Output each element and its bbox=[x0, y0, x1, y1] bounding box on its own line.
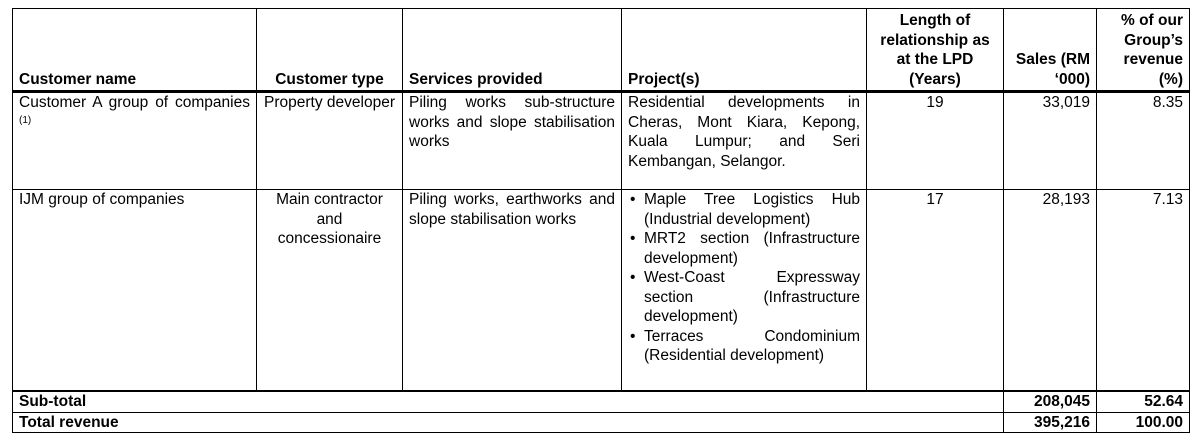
subtotal-row bbox=[13, 391, 1190, 412]
services-cell: Piling works, earthworks and slope stabilisation works bbox=[403, 190, 622, 392]
header-projects: Project(s) bbox=[622, 9, 867, 92]
header-revenue-percent: % of our Group’s revenue (%) bbox=[1097, 9, 1190, 92]
project-item: • West-Coast Expressway section (Infrastructure development) bbox=[628, 268, 860, 327]
sales-cell: 33,019 bbox=[1004, 92, 1097, 190]
subtotal-label: Sub-total bbox=[13, 391, 1004, 412]
relationship-length-cell: 17 bbox=[867, 190, 1004, 392]
sales-cell: 28,193 bbox=[1004, 190, 1097, 392]
footnote-marker: (1) bbox=[19, 114, 32, 126]
services-cell: Piling works sub-structure works and slope stabilisation works bbox=[403, 92, 622, 190]
revenue-percent-cell: 8.35 bbox=[1097, 92, 1190, 190]
project-item: • Terraces Condominium (Residential development) bbox=[628, 327, 860, 366]
project-item: • MRT2 section (Infrastructure development) bbox=[628, 229, 860, 268]
projects-cell bbox=[622, 190, 867, 392]
header-sales: Sales (RM ‘000) bbox=[1004, 9, 1097, 92]
header-row bbox=[13, 9, 1190, 92]
subtotal-revenue-percent: 52.64 bbox=[1097, 391, 1190, 412]
total-row bbox=[13, 412, 1190, 433]
projects-cell: Residential developments in Cheras, Mont Kiara, Kepong, Kuala Lumpur; and Seri Kembangan, Selangor. bbox=[622, 92, 867, 190]
header-relationship-length: Length of relationship as at the LPD (Years) bbox=[867, 9, 1004, 92]
project-item: • Maple Tree Logistics Hub (Industrial development) bbox=[628, 190, 860, 229]
customer-name: Customer A group of companies bbox=[19, 94, 250, 111]
project-list bbox=[628, 190, 860, 366]
header-services-provided: Services provided bbox=[403, 9, 622, 92]
table-row bbox=[13, 190, 1190, 392]
total-sales: 395,216 bbox=[1004, 412, 1097, 433]
customer-revenue-table bbox=[12, 8, 1190, 433]
customer-name-cell bbox=[13, 92, 257, 190]
total-revenue-percent: 100.00 bbox=[1097, 412, 1190, 433]
revenue-percent-cell: 7.13 bbox=[1097, 190, 1190, 392]
customer-type-cell: Property developer bbox=[257, 92, 403, 190]
table-row bbox=[13, 92, 1190, 190]
header-customer-name: Customer name bbox=[13, 9, 257, 92]
relationship-length-cell: 19 bbox=[867, 92, 1004, 190]
header-customer-type: Customer type bbox=[257, 9, 403, 92]
customer-name-cell: IJM group of companies bbox=[13, 190, 257, 392]
total-label: Total revenue bbox=[13, 412, 1004, 433]
subtotal-sales: 208,045 bbox=[1004, 391, 1097, 412]
customer-type-cell: Main contractor and concessionaire bbox=[257, 190, 403, 392]
